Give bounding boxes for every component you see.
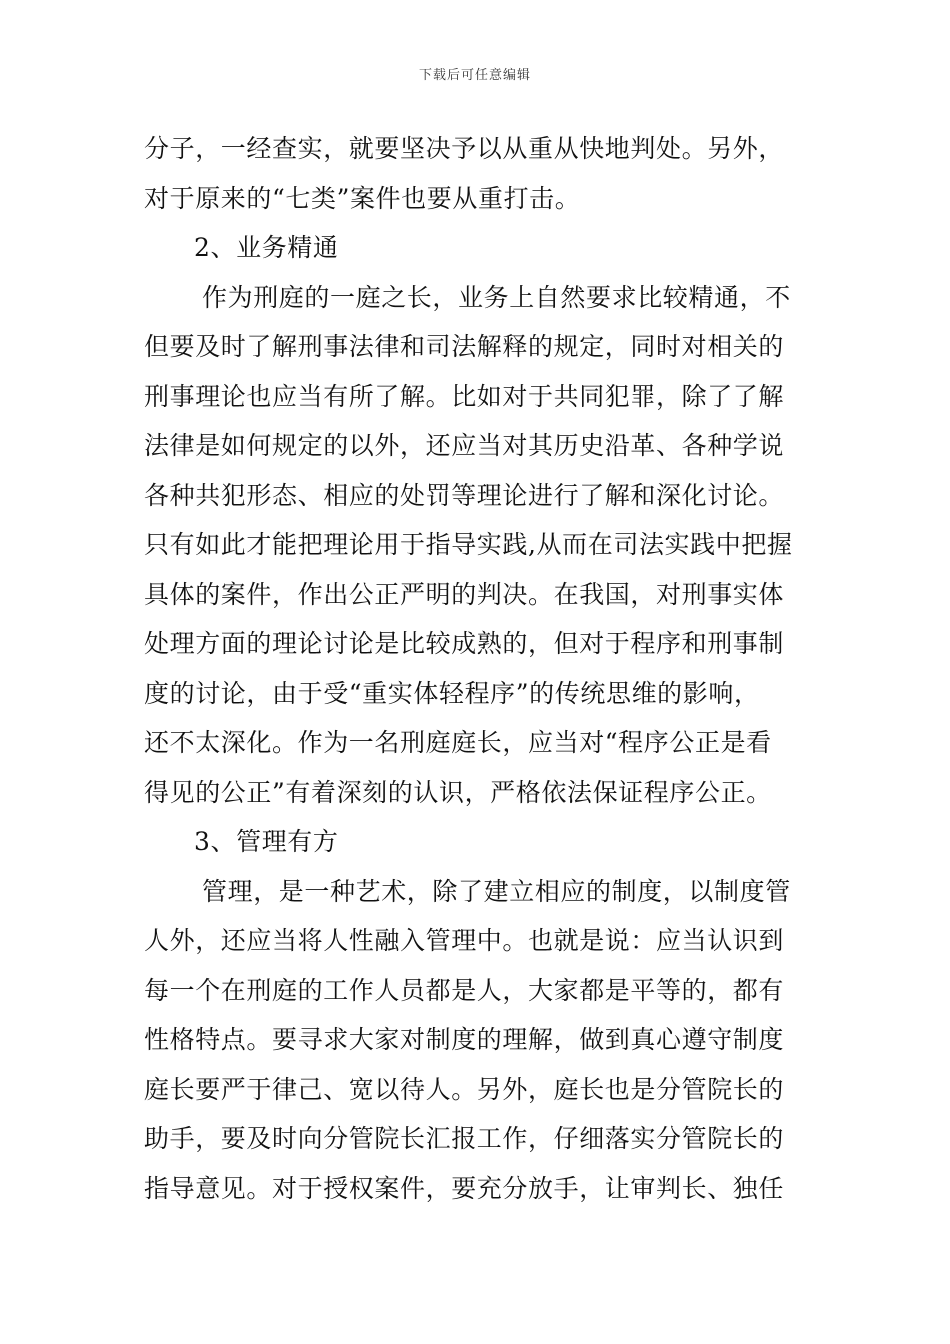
text-line: 人外，还应当将人性融入管理中。也就是说：应当认识到 — [144, 926, 785, 955]
text-line: 作为刑庭的一庭之长，业务上自然要求比较精通，不 — [202, 282, 791, 312]
text-line: 庭长要严于律己、宽以待人。另外，庭长也是分管院长的 — [144, 1074, 785, 1104]
text-line: 处理方面的理论讨论是比较成熟的，但对于程序和刑事制 — [144, 629, 785, 658]
text-line: 助手，要及时向分管院长汇报工作，仔细落实分管院长的 — [144, 1124, 785, 1153]
page-header: 下载后可任意编辑 — [418, 68, 531, 83]
section-heading: 3、管理有方 — [194, 827, 339, 856]
text-line: 每一个在刑庭的工作人员都是人，大家都是平等的，都有 — [144, 975, 785, 1005]
text-line: 指导意见。对于授权案件，要充分放手，让审判长、独任 — [144, 1173, 785, 1203]
text-line: 具体的案件，作出公正严明的判决。在我国，对刑事实体 — [144, 579, 785, 609]
document-body — [144, 124, 810, 1213]
text-line: 得见的公正”有着深刻的认识，严格依法保证程序公正。 — [144, 777, 772, 807]
text-line: 分子，一经查实，就要坚决予以从重从快地判处。另外， — [144, 134, 785, 163]
text-line: 各种共犯形态、相应的处罚等理论进行了解和深化讨论。 — [144, 480, 785, 510]
text-line: 还不太深化。作为一名刑庭庭长，应当对“程序公正是看 — [144, 728, 772, 757]
section-heading: 2、业务精通 — [194, 233, 339, 262]
text-line: 只有如此才能把理论用于指导实践,从而在司法实践中把握 — [144, 530, 793, 559]
text-line: 但要及时了解刑事法律和司法解释的规定，同时对相关的 — [144, 332, 785, 361]
text-line: 法律是如何规定的以外，还应当对其历史沿革、各种学说 — [144, 431, 785, 460]
text-line: 管理，是一种艺术，除了建立相应的制度，以制度管 — [202, 876, 791, 906]
text-line: 度的讨论，由于受“重实体轻程序”的传统思维的影响， — [144, 678, 760, 708]
text-line: 对于原来的“七类”案件也要从重打击。 — [144, 183, 581, 213]
text-line: 性格特点。要寻求大家对制度的理解，做到真心遵守制度 — [144, 1025, 785, 1054]
text-line: 刑事理论也应当有所了解。比如对于共同犯罪，除了了解 — [144, 381, 785, 411]
